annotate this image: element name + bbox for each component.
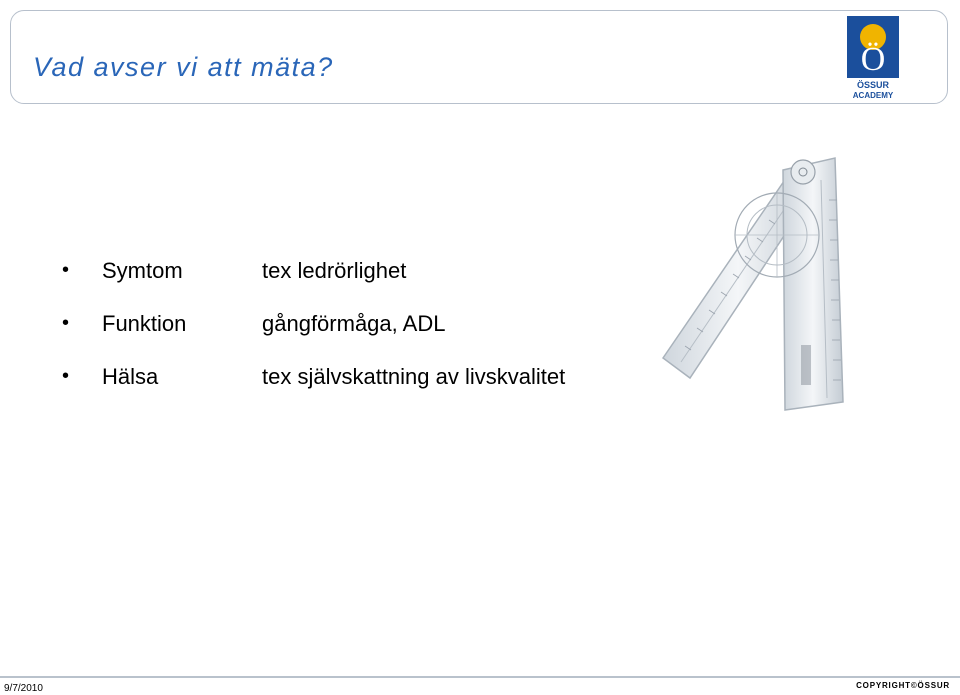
goniometer-image — [645, 140, 850, 415]
bullet-dot: • — [62, 259, 70, 281]
ossur-academy-logo — [846, 15, 900, 101]
logo-letter: Ö — [860, 41, 886, 78]
bullet-dot: • — [62, 365, 70, 387]
bullet-dot: • — [62, 312, 70, 334]
bullet-description: tex självskattning av livskvalitet — [262, 364, 566, 389]
bullet-term: Funktion — [102, 311, 187, 336]
footer-date: 9/7/2010 — [4, 683, 43, 694]
bullet-description: gångförmåga, ADL — [262, 311, 446, 336]
bullet-term: Symtom — [102, 258, 183, 283]
logo-line2: ACADEMY — [852, 91, 894, 100]
bullet-description: tex ledrörlighet — [262, 258, 407, 283]
logo-line1: ÖSSUR — [856, 80, 890, 90]
footer-line — [0, 676, 960, 678]
slide-title: Vad avser vi att mäta? — [33, 52, 334, 82]
footer-copyright: COPYRIGHT©ÖSSUR — [856, 681, 950, 690]
bullet-term: Hälsa — [102, 364, 159, 389]
